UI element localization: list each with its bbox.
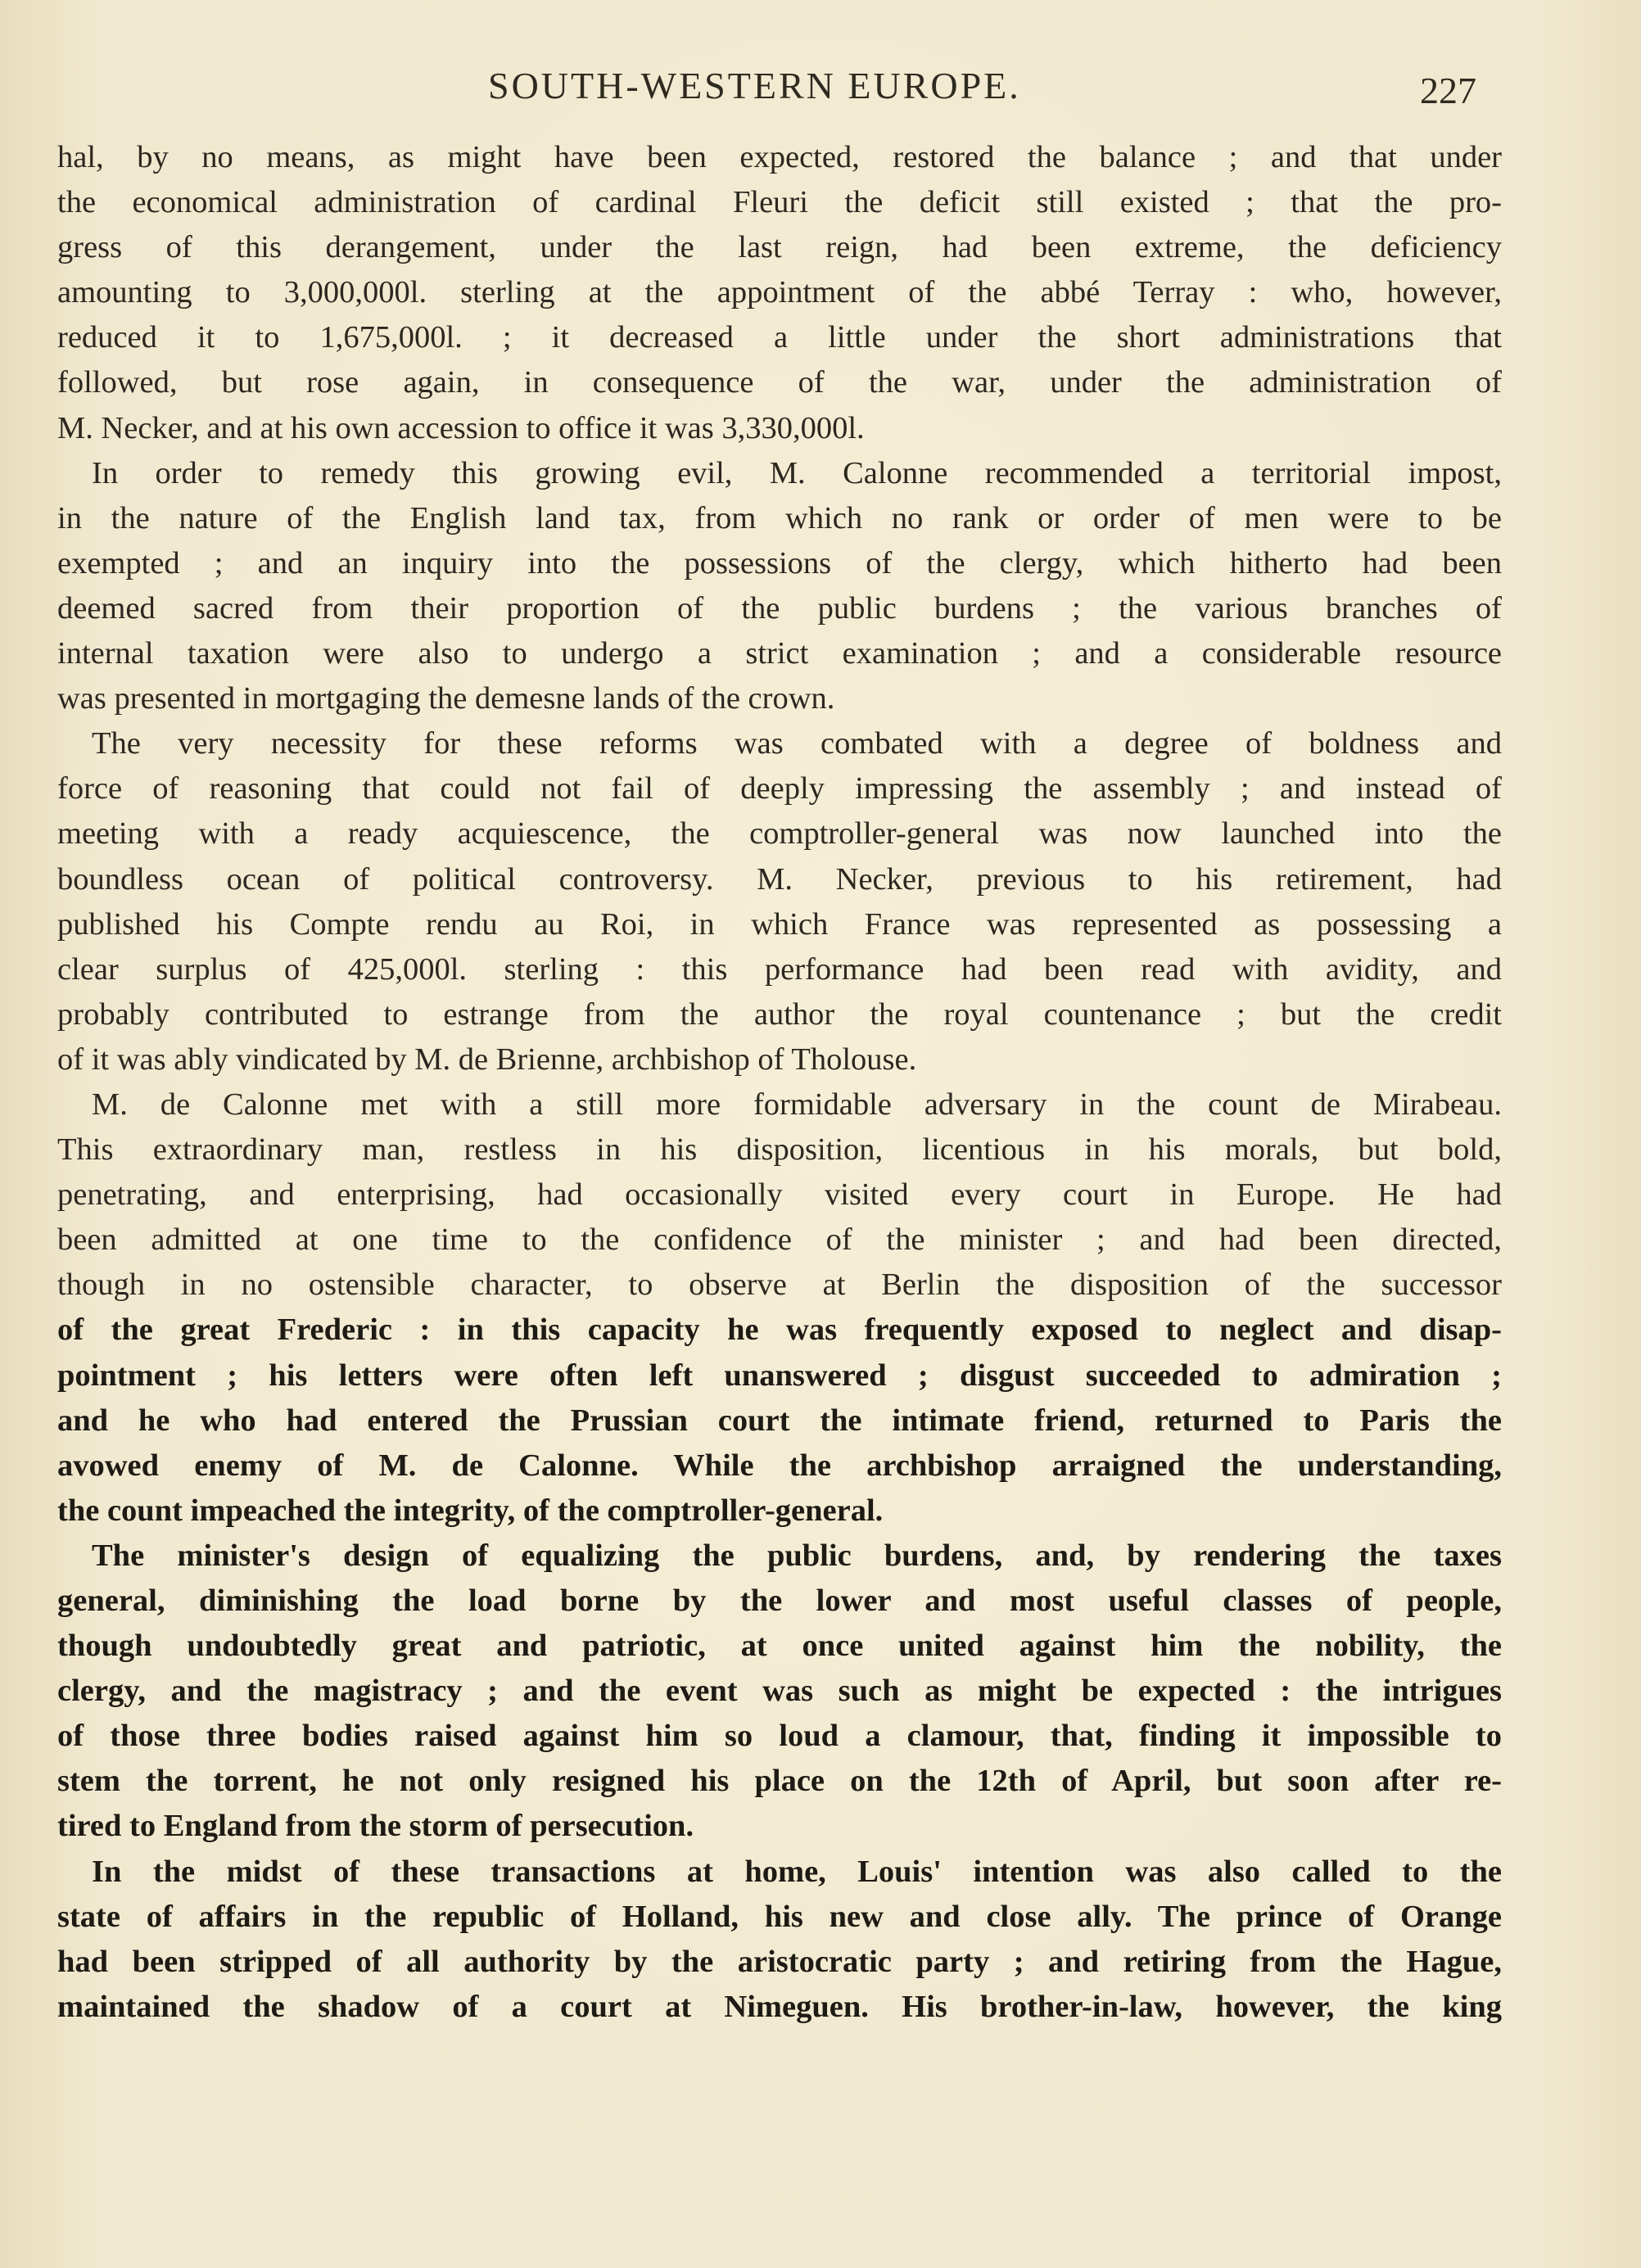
text-line: M. de Calonne met with a still more formidable adversary in the count de Mirabeau. (92, 1087, 1502, 1122)
text-line: exempted ; and an inquiry into the possessions of the clergy, which hitherto had been (57, 545, 1502, 581)
text-line: was presented in mortgaging the demesne lands of the crown. (57, 681, 835, 716)
text-line: of the great Frederic : in this capacity he was frequently exposed to neglect and disap- (57, 1312, 1502, 1348)
text-line: deemed sacred from their proportion of the public burdens ; the various branches of (57, 590, 1502, 626)
text-line: state of affairs in the republic of Holland, his new and close ally. The prince of Orange (57, 1899, 1502, 1934)
text-line: been admitted at one time to the confidence of the minister ; and had been directed, (57, 1222, 1502, 1258)
text-line: the count impeached the integrity, of the comptroller-general. (57, 1493, 884, 1528)
text-line: gress of this derangement, under the last reign, had been extreme, the deficiency (57, 230, 1502, 265)
text-line: avowed enemy of M. de Calonne. While the archbishop arraigned the understanding, (57, 1448, 1502, 1483)
text-line: boundless ocean of political controversy. M. Necker, previous to his retirement, had (57, 861, 1502, 897)
text-line: though in no ostensible character, to observe at Berlin the disposition of the successor (57, 1267, 1502, 1303)
text-line: followed, but rose again, in consequence of the war, under the administration of (57, 365, 1502, 400)
running-title: SOUTH-WESTERN EUROPE. (488, 65, 1021, 106)
text-line: In order to remedy this growing evil, M. Calonne recommended a territorial impost, (92, 455, 1502, 490)
text-line: stem the torrent, he not only resigned his place on the 12th of April, but soon after re- (57, 1764, 1502, 1799)
text-line: The minister's design of equalizing the public burdens, and, by rendering the taxes (92, 1538, 1502, 1573)
text-line: though undoubtedly great and patriotic, at once united against him the nobility, the (57, 1629, 1502, 1664)
text-line: hal, by no means, as might have been expected, restored the balance ; and that under (57, 140, 1502, 174)
text-line: In the midst of these transactions at home, Louis' intention was also called to the (92, 1854, 1502, 1889)
running-head (0, 57, 1641, 123)
text-line: meeting with a ready acquiescence, the comptroller-general was now launched into the (57, 816, 1502, 852)
text-line: internal taxation were also to undergo a strict examination ; and a considerable resource (57, 636, 1502, 671)
text-line: in the nature of the English land tax, from which no rank or order of men were to be (57, 500, 1502, 535)
text-line: maintained the shadow of a court at Nimeguen. His brother-in-law, however, the king (57, 1989, 1502, 2024)
text-line: The very necessity for these reforms was combated with a degree of boldness and (92, 726, 1502, 761)
text-line: amounting to 3,000,000l. sterling at the appointment of the abbé Terray : who, however, (57, 275, 1502, 310)
text-line: had been stripped of all authority by the aristocratic party ; and retiring from the Hague, (57, 1944, 1502, 1979)
text-line: of those three bodies raised against him so loud a clamour, that, finding it impossible to (57, 1719, 1502, 1754)
text-line: clergy, and the magistracy ; and the event was such as might be expected : the intrigues (57, 1674, 1502, 1709)
body-text (57, 135, 1502, 2030)
text-line: force of reasoning that could not fail of deeply impressing the assembly ; and instead of (57, 771, 1502, 806)
text-line: reduced it to 1,675,000l. ; it decreased a little under the short administrations that (57, 320, 1502, 355)
text-line: general, diminishing the load borne by the lower and most useful classes of people, (57, 1584, 1502, 1618)
text-line: the economical administration of cardinal Fleuri the deficit still existed ; that the pro- (57, 185, 1502, 220)
text-line: penetrating, and enterprising, had occasionally visited every court in Europe. He had (57, 1177, 1502, 1213)
text-line: M. Necker, and at his own accession to office it was 3,330,000l. (57, 410, 865, 445)
text-line: and he who had entered the Prussian court the intimate friend, returned to Paris the (57, 1403, 1502, 1438)
text-line: of it was ably vindicated by M. de Brienne, archbishop of Tholouse. (57, 1041, 917, 1077)
text-line: This extraordinary man, restless in his disposition, licentious in his morals, but bold, (57, 1132, 1502, 1168)
text-line: tired to England from the storm of persecution. (57, 1809, 694, 1844)
text-line: published his Compte rendu au Roi, in which France was represented as possessing a (57, 906, 1502, 942)
text-line: probably contributed to estrange from the author the royal countenance ; but the credit (57, 996, 1502, 1032)
page-number: 227 (1420, 70, 1476, 111)
text-line: clear surplus of 425,000l. sterling : this performance had been read with avidity, and (57, 951, 1502, 987)
text-line: pointment ; his letters were often left unanswered ; disgust succeeded to admiration ; (57, 1358, 1502, 1393)
